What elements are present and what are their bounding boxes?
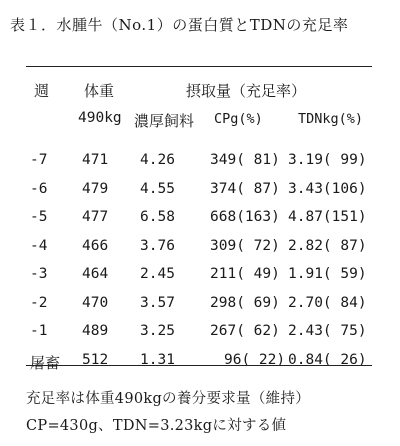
cell-tdn: 2.70( 84) [288,294,367,311]
cell-concentrate: 2.45 [140,266,175,282]
cell-week: -7 [30,152,48,168]
cell-body-weight: 470 [82,294,109,311]
cell-tdn: 2.82( 87) [288,237,367,254]
header-intake-group: 摂取量（充足率） [186,82,307,100]
cell-body-weight: 489 [82,323,109,339]
cell-week: -1 [30,323,48,339]
cell-tdn: 0.84( 26) [288,351,367,368]
cell-tdn: 2.43( 75) [288,323,367,339]
cell-week: -2 [30,294,48,311]
cell-cp: 211( 49) [210,266,280,282]
cell-week: -4 [30,237,48,254]
table-row [0,209,400,239]
cell-body-weight: 479 [82,180,109,197]
cell-body-weight: 512 [82,351,109,368]
cell-week: 屠畜 [30,353,61,372]
cell-week: -3 [30,266,48,282]
footnote-line-2: CP=430g、TDN=3.23kgに対する値 [26,418,287,434]
cell-cp: 298( 69) [210,294,280,311]
cell-cp: 267( 62) [210,323,280,339]
cell-body-weight: 464 [82,266,109,282]
cell-cp: 96( 22) [224,351,286,368]
cell-concentrate: 3.76 [140,237,175,254]
table-row [0,238,400,268]
cell-concentrate: 1.31 [140,351,175,368]
cell-concentrate: 6.58 [140,209,175,225]
cell-body-weight: 477 [82,209,109,225]
header-tdn: TDNkg(%) [298,111,364,127]
table-bottom-rule [26,365,372,366]
table-row [0,181,400,211]
cell-tdn: 3.43(106) [288,180,367,197]
header-concentrate: 濃厚飼料 [134,112,195,130]
table-row [0,266,400,296]
cell-concentrate: 3.57 [140,294,175,311]
cell-body-weight: 471 [82,152,109,168]
table-top-rule [26,66,372,67]
table-title: 表１．水腫牛（No.1）の蛋白質とTDNの充足率 [10,16,349,34]
header-week: 週 [34,82,50,100]
cell-week: -6 [30,180,48,197]
cell-cp: 349( 81) [210,152,280,168]
cell-cp: 668(163) [210,209,280,225]
header-cp: CPg(%) [214,111,263,127]
cell-body-weight: 466 [82,237,109,254]
table-row [0,352,400,382]
cell-tdn: 4.87(151) [288,209,367,225]
cell-cp: 374( 87) [210,180,280,197]
header-bw-unit: 490kg [78,110,122,126]
cell-tdn: 3.19( 99) [288,152,367,168]
cell-concentrate: 4.55 [140,180,175,197]
cell-concentrate: 4.26 [140,152,175,168]
table-row [0,152,400,182]
cell-concentrate: 3.25 [140,323,175,339]
cell-tdn: 1.91( 59) [288,266,367,282]
table-row [0,295,400,325]
table-row [0,323,400,353]
header-body-weight: 体重 [84,82,115,100]
cell-cp: 309( 72) [210,237,280,254]
cell-week: -5 [30,209,48,225]
footnote-line-1: 充足率は体重490kgの養分要求量（維持） [26,391,311,407]
